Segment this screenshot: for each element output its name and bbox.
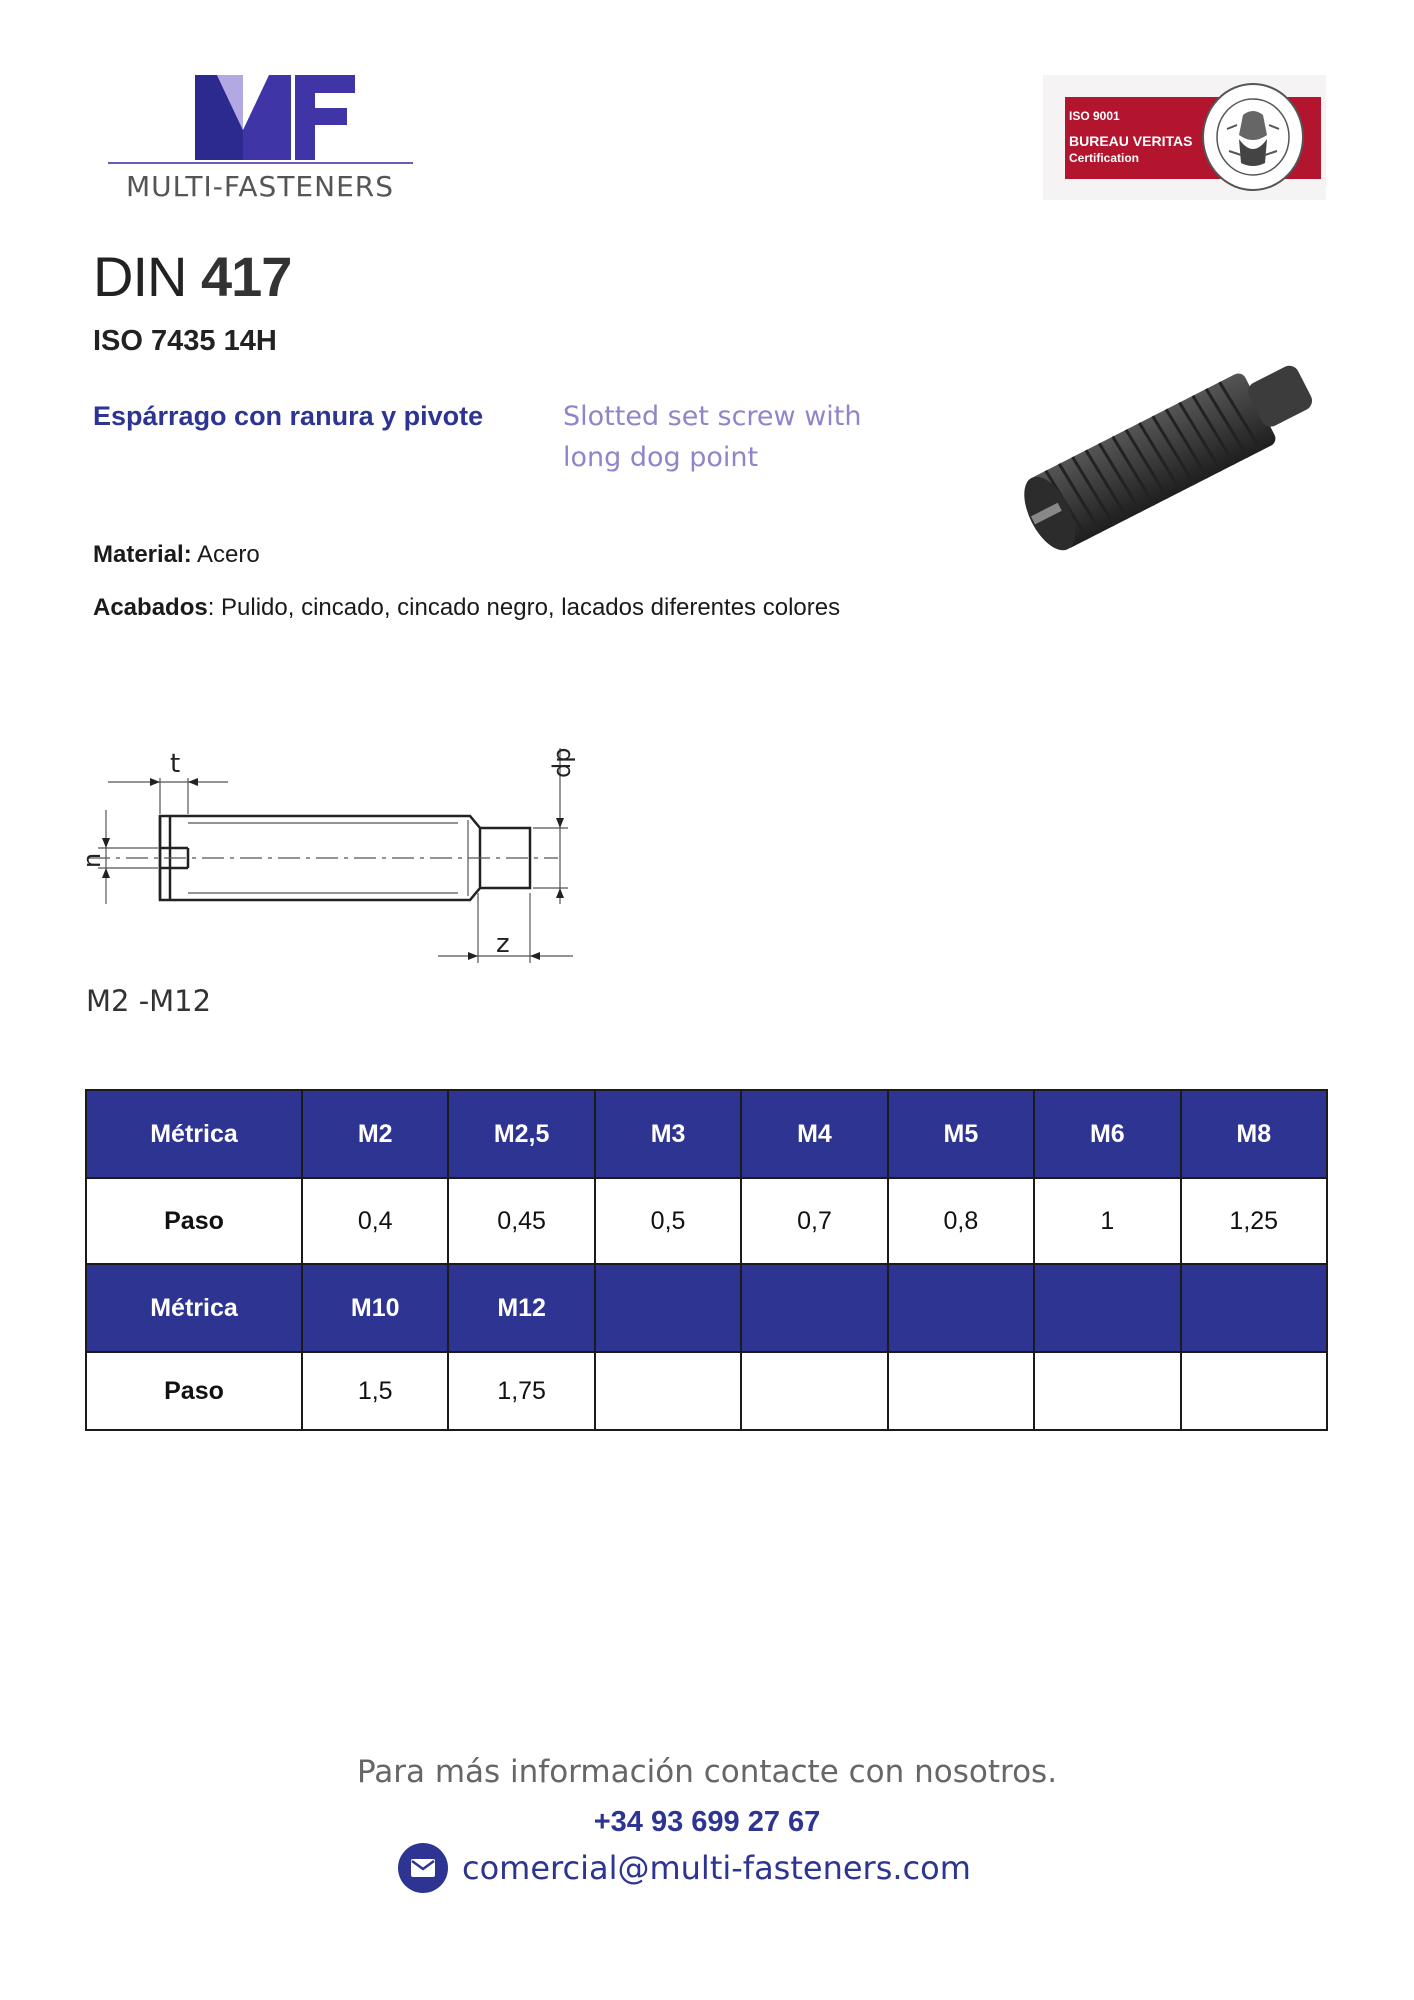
table-cell: M2,5 <box>448 1090 594 1178</box>
table-cell: Paso <box>86 1352 302 1430</box>
screw-product-image <box>1010 340 1325 555</box>
table-cell: M8 <box>1181 1090 1327 1178</box>
dim-label-z: z <box>496 929 510 959</box>
table-cell <box>595 1352 741 1430</box>
size-range: M2 -M12 <box>86 984 212 1018</box>
finish-label: Acabados <box>93 594 208 621</box>
din-prefix: DIN <box>93 245 187 308</box>
table-cell: 0,8 <box>888 1178 1034 1264</box>
table-cell <box>1034 1352 1180 1430</box>
phone-number[interactable]: +34 93 699 27 67 <box>593 1806 821 1838</box>
table-cell: 1,5 <box>302 1352 448 1430</box>
table-cell: Métrica <box>86 1090 302 1178</box>
table-cell: 1 <box>1034 1178 1180 1264</box>
email-row <box>398 1840 971 1896</box>
contact-prompt: Para más información contacte con nosotros. <box>356 1754 1058 1790</box>
iso-title: ISO 7435 14H <box>93 325 277 357</box>
company-logo <box>105 70 425 210</box>
table-cell: Métrica <box>86 1264 302 1352</box>
material-line <box>93 541 260 569</box>
table-cell: M4 <box>741 1090 887 1178</box>
table-cell: 0,4 <box>302 1178 448 1264</box>
material-label: Material: <box>93 541 192 568</box>
table-cell: 0,7 <box>741 1178 887 1264</box>
table-cell: 0,5 <box>595 1178 741 1264</box>
table-cell <box>1181 1264 1327 1352</box>
finish-line <box>93 594 840 622</box>
table-cell: M6 <box>1034 1090 1180 1178</box>
table-cell <box>741 1264 887 1352</box>
dim-label-n: n <box>78 852 106 868</box>
din-title <box>93 244 291 309</box>
thread-pitch-table <box>85 1089 1328 1431</box>
table-cell <box>888 1352 1034 1430</box>
table-cell <box>1034 1264 1180 1352</box>
table-cell: M2 <box>302 1090 448 1178</box>
description-spanish: Espárrago con ranura y pivote <box>93 401 484 431</box>
table-cell <box>741 1352 887 1430</box>
table-cell: 1,25 <box>1181 1178 1327 1264</box>
table-header-row <box>86 1090 1327 1178</box>
table-cell: M10 <box>302 1264 448 1352</box>
cert-certification-label: Certification <box>1069 151 1140 165</box>
cert-iso-label: ISO 9001 <box>1069 109 1120 123</box>
email-link[interactable]: comercial@multi-fasteners.com <box>462 1849 971 1887</box>
technical-drawing <box>78 728 588 978</box>
table-header-row <box>86 1264 1327 1352</box>
dim-label-t: t <box>170 749 181 779</box>
table-cell: Paso <box>86 1178 302 1264</box>
table-row <box>86 1352 1327 1430</box>
description-english: Slotted set screw with long dog point <box>563 401 862 473</box>
mf-logo-mark <box>195 75 425 160</box>
table-cell: M5 <box>888 1090 1034 1178</box>
iso-certification-badge <box>1043 75 1326 200</box>
table-cell: 0,45 <box>448 1178 594 1264</box>
mail-icon <box>398 1843 448 1893</box>
finish-value: : Pulido, cincado, cincado negro, lacados diferentes colores <box>207 594 841 621</box>
logo-divider <box>108 162 413 164</box>
bureau-veritas-seal-icon <box>1199 81 1307 193</box>
cert-bureau-label: BUREAU VERITAS <box>1069 133 1193 149</box>
table-cell <box>1181 1352 1327 1430</box>
din-number: 417 <box>201 245 292 308</box>
table-cell <box>595 1264 741 1352</box>
logo-text: MULTI-FASTENERS <box>126 170 394 203</box>
material-value: Acero <box>191 541 260 568</box>
table-cell: 1,75 <box>448 1352 594 1430</box>
table-row <box>86 1178 1327 1264</box>
dim-label-dp: dp <box>548 747 576 778</box>
table-cell: M12 <box>448 1264 594 1352</box>
table-cell: M3 <box>595 1090 741 1178</box>
table-cell <box>888 1264 1034 1352</box>
